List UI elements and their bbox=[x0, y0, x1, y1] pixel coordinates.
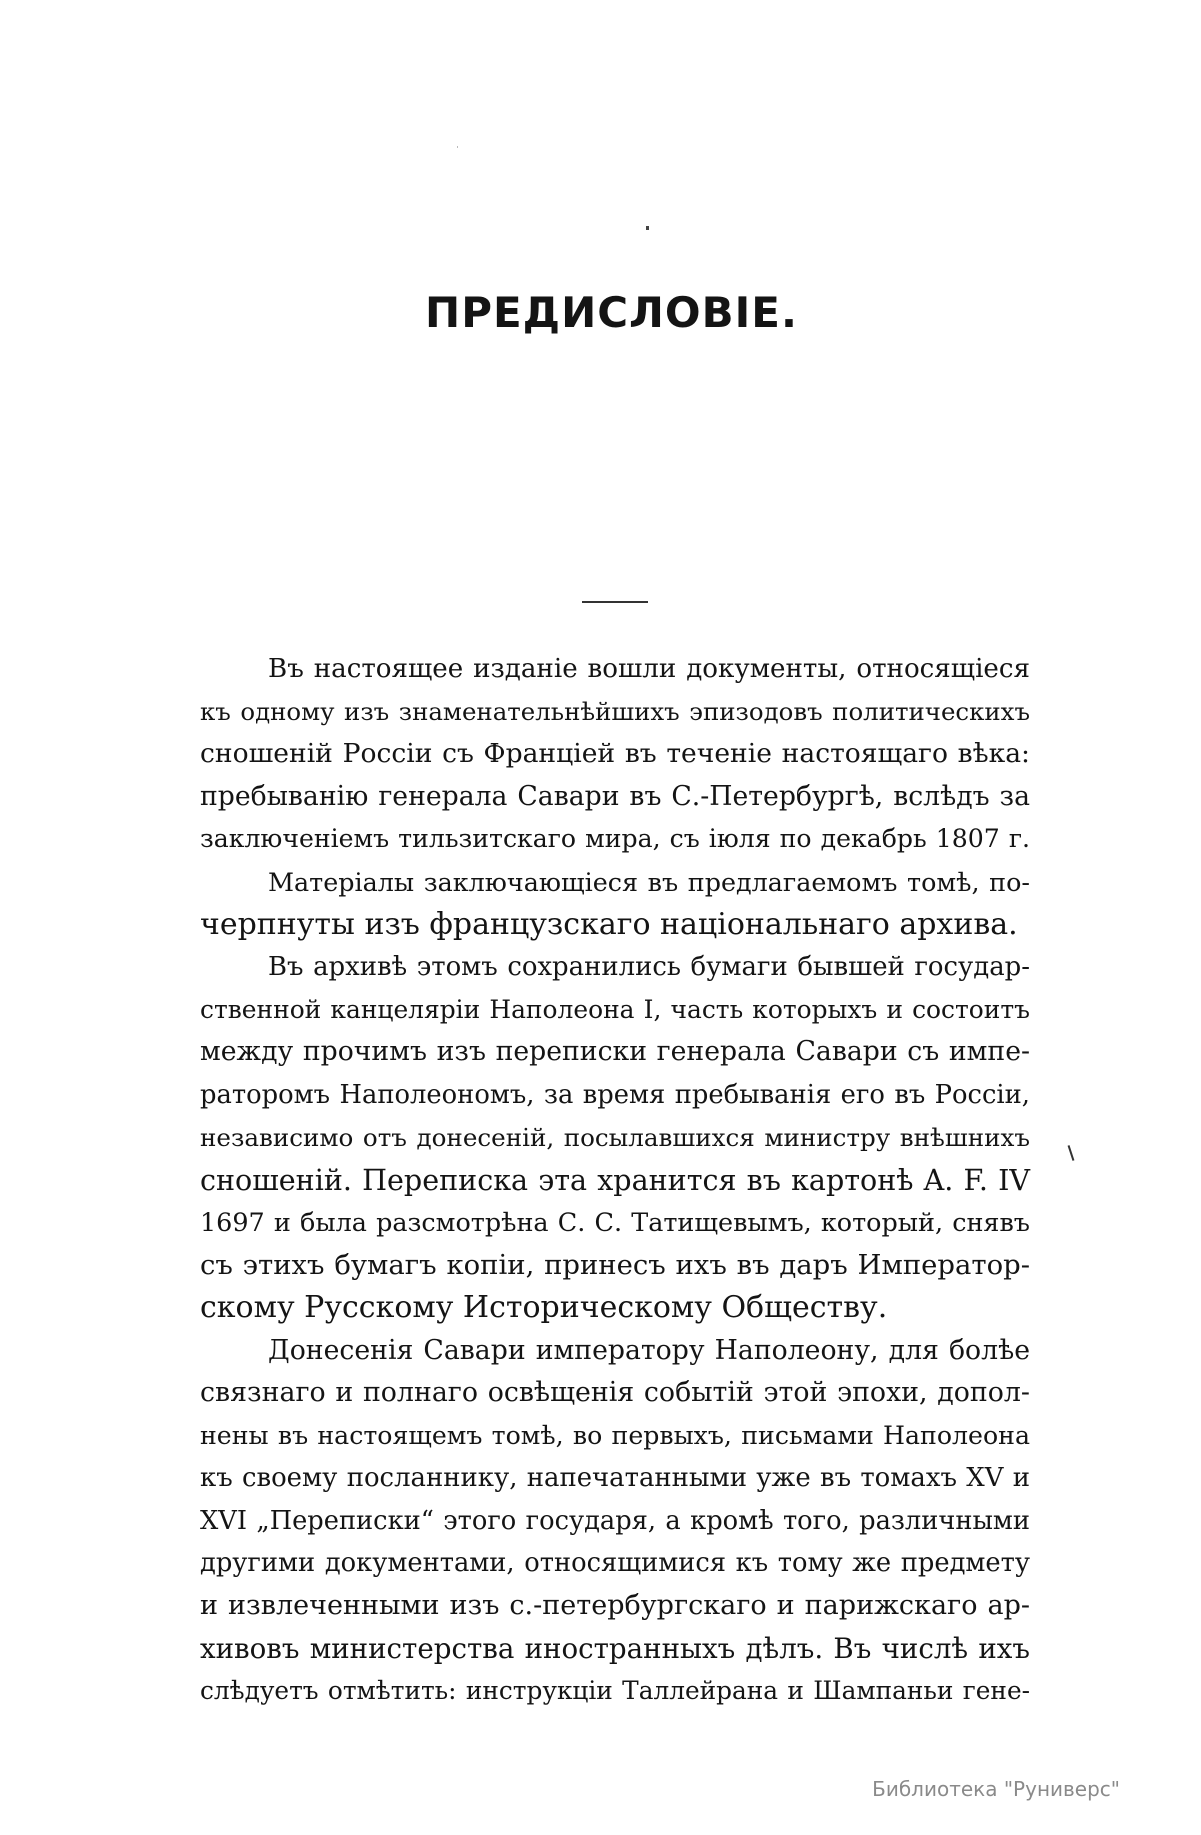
text-line: Донесенія Савари императору Наполеону, для болѣе bbox=[268, 1334, 1030, 1366]
text-line: скому Русскому Историческому Обществу. bbox=[200, 1289, 888, 1325]
paragraph bbox=[200, 861, 1030, 946]
text-line: раторомъ Наполеономъ, за время пребыванія его въ Россіи, bbox=[200, 1079, 1030, 1110]
text-line: съ этихъ бумагъ копіи, принесъ ихъ въ даръ Император- bbox=[200, 1249, 1030, 1282]
text-line: къ своему посланнику, напечатанными уже въ томахъ XV и bbox=[200, 1463, 1030, 1494]
text-line: хивовъ министерства иностранныхъ дѣлъ. Въ числѣ ихъ bbox=[200, 1631, 1030, 1665]
text-line: къ одному изъ знаменательнѣйшихъ эпизодовъ политическихъ bbox=[200, 696, 1030, 726]
text-line: сношеній. Переписка эта хранится въ картонѣ A. F. IV bbox=[200, 1163, 1030, 1198]
text-line: сношеній Россіи съ Франціей въ теченіе настоящаго вѣка: bbox=[200, 738, 1030, 770]
text-line: заключеніемъ тильзитскаго мира, съ іюля по декабрь 1807 г. bbox=[200, 824, 1030, 854]
text-line: ственной канцеляріи Наполеона I, часть которыхъ и состоитъ bbox=[200, 994, 1030, 1024]
body-text bbox=[200, 648, 1030, 1713]
page-title: ПРЕДИСЛОВІЕ. bbox=[425, 288, 798, 337]
library-watermark: Библиотека "Руниверс" bbox=[872, 1777, 1120, 1801]
text-line: слѣдуетъ отмѣтить: инструкціи Таллейрана и Шампаньи гене- bbox=[200, 1676, 1030, 1706]
text-line: Въ архивѣ этомъ сохранились бумаги бывшей государ- bbox=[268, 952, 1030, 983]
paragraph bbox=[200, 1330, 1030, 1713]
title-divider bbox=[582, 601, 648, 603]
text-line: между прочимъ изъ переписки генерала Савари съ импе- bbox=[200, 1036, 1030, 1068]
text-line: пребыванію генерала Савари въ С.-Петербургѣ, вслѣдъ за bbox=[200, 780, 1030, 812]
text-line: другими документами, относящимися къ тому же предмету bbox=[200, 1548, 1030, 1579]
margin-mark bbox=[1068, 1145, 1075, 1161]
paragraph bbox=[200, 946, 1030, 1329]
text-line: Матеріалы заключающіеся въ предлагаемомъ томѣ, по- bbox=[268, 866, 1030, 897]
text-line: 1697 и была разсмотрѣна С. С. Татищевымъ, который, снявъ bbox=[200, 1207, 1030, 1238]
text-line: нены въ настоящемъ томѣ, во первыхъ, письмами Наполеона bbox=[200, 1420, 1030, 1450]
scan-speck bbox=[457, 146, 458, 148]
text-line: связнаго и полнаго освѣщенія событій этой эпохи, допол- bbox=[200, 1377, 1030, 1409]
text-line: черпнуты изъ французскаго національнаго архива. bbox=[200, 906, 1018, 942]
text-line: и извлеченными изъ с.-петербургскаго и парижскаго ар- bbox=[200, 1590, 1030, 1622]
text-line: независимо отъ донесеній, посылавшихся министру внѣшнихъ bbox=[200, 1122, 1030, 1152]
text-line: Въ настоящее изданіе вошли документы, относящіеся bbox=[268, 654, 1030, 684]
text-line: XVI „Переписки“ этого государя, а кромѣ того, различными bbox=[200, 1505, 1030, 1536]
scan-speck bbox=[646, 226, 649, 230]
paragraph bbox=[200, 648, 1030, 861]
